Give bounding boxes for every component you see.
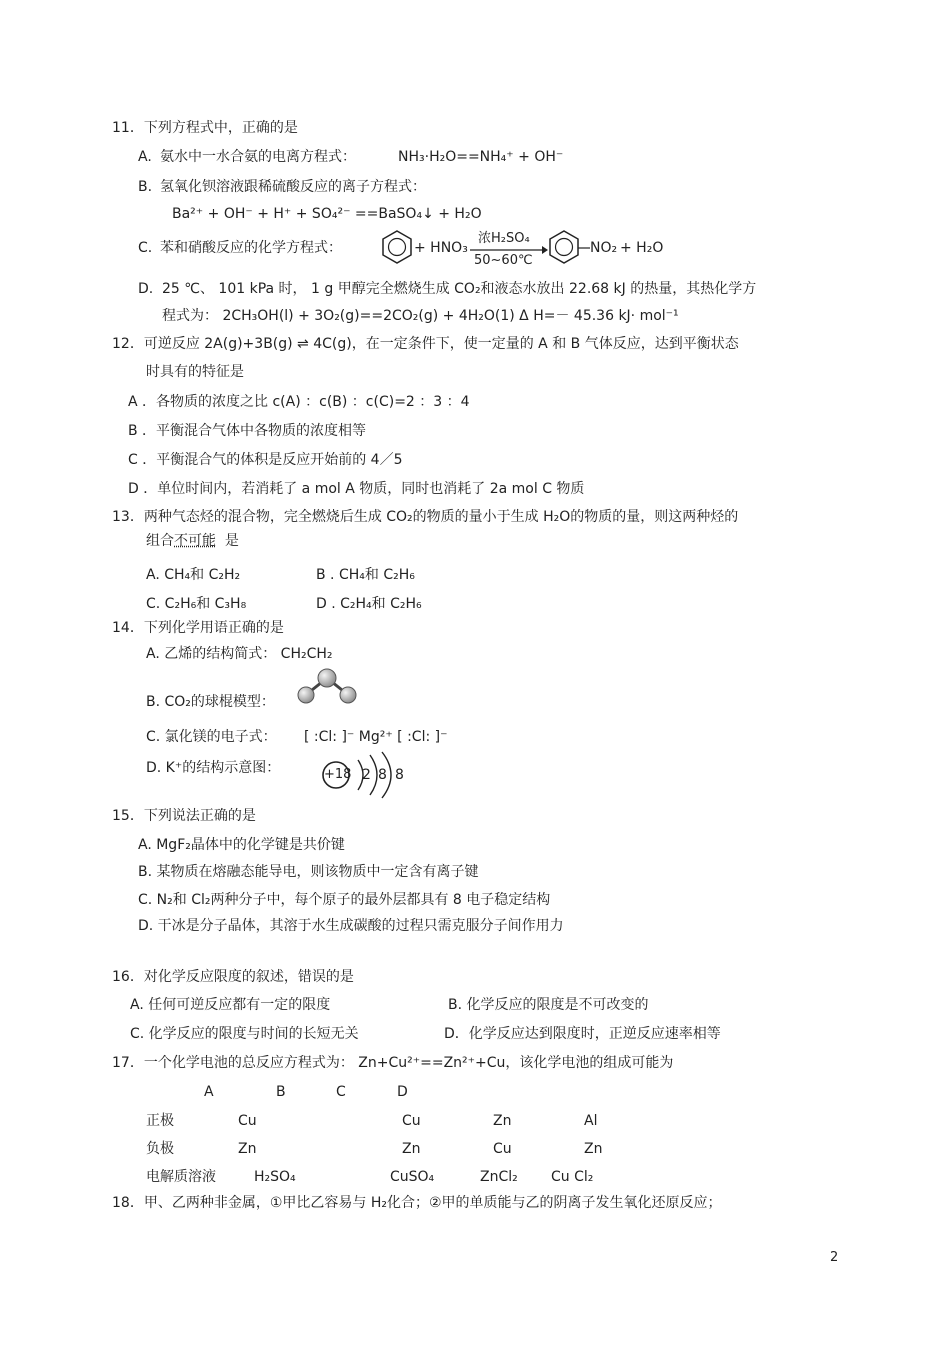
q17-row-electrolyte-label: 电解质溶液: [146, 1169, 216, 1185]
q13-option-a: A. CH₄和 C₂H₂: [146, 567, 241, 583]
q16-stem: 16．对化学反应限度的叙述，错误的是: [112, 969, 354, 985]
q11-stem: 11．下列方程式中，正确的是: [112, 120, 298, 136]
q17-row-positive-label: 正极: [146, 1113, 174, 1129]
q17-header-a: A: [204, 1084, 214, 1100]
q17-header-d: D: [397, 1084, 408, 1100]
q11-option-c-product: + H₂O: [620, 240, 664, 256]
q13-stem-emphasis: 不可能: [174, 533, 216, 549]
q17-cell: ZnCl₂: [480, 1169, 518, 1185]
q11-option-d-text-line2: 程式为： 2CH₃OH(l) + 3O₂(g)==2CO₂(g) + 4H₂O(1) Δ H=－ 45.36 kJ· mol⁻¹: [162, 308, 679, 324]
ball-and-stick-model-icon: [294, 668, 360, 708]
q11-option-b-label: B.: [138, 179, 153, 195]
q13-option-b: B . CH₄和 C₂H₆: [316, 567, 415, 583]
q13-stem-line1: 13．两种气态烃的混合物，完全燃烧后生成 CO₂的物质的量小于生成 H₂O的物质的量，则这两种烃的: [112, 509, 739, 525]
q13-stem-prefix: 组合: [146, 533, 174, 549]
q17-cell: Zn: [584, 1141, 603, 1157]
q12-option-d: D ．单位时间内，若消耗了 a mol A 物质，同时也消耗了 2a mol C 物质: [128, 481, 585, 497]
q11-option-c-condition-bottom: 50~60℃: [474, 253, 533, 268]
q14-stem: 14．下列化学用语正确的是: [112, 620, 284, 636]
q14-option-a: A. 乙烯的结构简式： CH₂CH₂: [146, 646, 333, 662]
q12-stem-line1: 12．可逆反应 2A(g)+3B(g) ⇌ 4C(g)，在一定条件下，使一定量的 A 和 B 气体反应，达到平衡状态: [112, 336, 739, 352]
q14-option-c: C. 氯化镁的电子式：: [146, 729, 277, 745]
q13-stem-line2: [146, 531, 239, 551]
q15-option-a: A. MgF₂晶体中的化学键是共价键: [138, 837, 345, 853]
q11-option-d-label: D.: [138, 281, 154, 297]
q17-cell: Cu Cl₂: [551, 1169, 594, 1185]
q16-option-a: A. 任何可逆反应都有一定的限度: [130, 997, 331, 1013]
q12-option-a: A ．各物质的浓度之比 c(A) ：c(B) ：c(C)=2 ：3 ：4: [128, 394, 470, 410]
q12-stem-line2: 时具有的特征是: [146, 364, 244, 380]
q17-cell: Cu: [238, 1113, 257, 1129]
q13-option-c: C. C₂H₆和 C₃H₈: [146, 596, 247, 612]
q12-option-c: C ．平衡混合气的体积是反应开始前的 4／5: [128, 452, 403, 468]
q11-option-c-nitro-group: NO₂: [590, 240, 618, 256]
q17-cell: Zn: [493, 1113, 512, 1129]
q17-cell: Cu: [402, 1113, 421, 1129]
page-number: 2: [830, 1250, 839, 1265]
q12-option-b: B ．平衡混合气体中各物质的浓度相等: [128, 423, 367, 439]
q17-cell: Zn: [402, 1141, 421, 1157]
q17-cell: CuSO₄: [390, 1169, 435, 1185]
q11-option-b-text: 氢氧化钡溶液跟稀硫酸反应的离子方程式：: [160, 179, 426, 195]
q18-stem: 18．甲、乙两种非金属，①甲比乙容易与 H₂化合；②甲的单质能与乙的阴离子发生氧化还原反应；: [112, 1195, 722, 1211]
q15-option-d: D. 干冰是分子晶体，其溶于水生成碳酸的过程只需克服分子间作用力: [138, 918, 564, 934]
q15-stem: 15．下列说法正确的是: [112, 808, 256, 824]
nitrobenzene-ring-icon: [548, 229, 580, 265]
q17-cell: Al: [584, 1113, 598, 1129]
q11-option-b-equation: Ba²⁺ + OH⁻ + H⁺ + SO₄²⁻ ==BaSO₄↓ + H₂O: [172, 206, 482, 222]
q17-header-c: C: [336, 1084, 346, 1100]
k-ion-nucleus-charge: +18: [324, 767, 352, 782]
q11-option-a-label: A.: [138, 149, 152, 165]
q11-option-a-equation: NH₃·H₂O==NH₄⁺ + OH⁻: [398, 149, 564, 165]
q15-option-b: B. 某物质在熔融态能导电，则该物质中一定含有离子键: [138, 864, 479, 880]
q17-cell: Zn: [238, 1141, 257, 1157]
q16-option-d: D．化学反应达到限度时，正逆反应速率相等: [444, 1026, 721, 1042]
k-ion-shell-3: 8: [395, 767, 404, 783]
q14-option-d: D. K⁺的结构示意图：: [146, 760, 281, 776]
q16-option-b: B. 化学反应的限度是不可改变的: [448, 997, 649, 1013]
q17-cell: Cu: [493, 1141, 512, 1157]
q11-option-a-text: 氨水中一水合氨的电离方程式：: [160, 149, 356, 165]
k-ion-shell-1: 2: [362, 767, 371, 783]
q13-option-d: D . C₂H₄和 C₂H₆: [316, 596, 422, 612]
q17-stem: 17．一个化学电池的总反应方程式为： Zn+Cu²⁺==Zn²⁺+Cu，该化学电池的组成可能为: [112, 1055, 674, 1071]
q15-option-c: C. N₂和 Cl₂两种分子中，每个原子的最外层都具有 8 电子稳定结构: [138, 892, 551, 908]
q11-option-d-text-line1: 25 ℃、 101 kPa 时， 1 g 甲醇完全燃烧生成 CO₂和液态水放出 22.68 kJ 的热量，其热化学方: [162, 281, 757, 297]
q17-cell: H₂SO₄: [254, 1169, 296, 1185]
q11-option-c-label: C.: [138, 240, 153, 256]
q17-header-b: B: [276, 1084, 286, 1100]
bond-line-icon: [578, 246, 590, 250]
k-ion-shell-2: 8: [378, 767, 387, 783]
q14-option-c-formula: [ :Cl: ]⁻ Mg²⁺ [ :Cl: ]⁻: [304, 729, 448, 745]
q17-row-negative-label: 负极: [146, 1141, 174, 1157]
q13-stem-suffix: 是: [224, 533, 239, 549]
q11-option-c-condition-top: 浓H₂SO₄: [478, 231, 530, 246]
q11-option-c-text: 苯和硝酸反应的化学方程式：: [160, 240, 342, 256]
q16-option-c: C. 化学反应的限度与时间的长短无关: [130, 1026, 359, 1042]
benzene-ring-icon: [381, 229, 413, 265]
q14-option-b: B. CO₂的球棍模型：: [146, 694, 275, 710]
q11-option-c-reagent: + HNO₃: [414, 240, 468, 256]
